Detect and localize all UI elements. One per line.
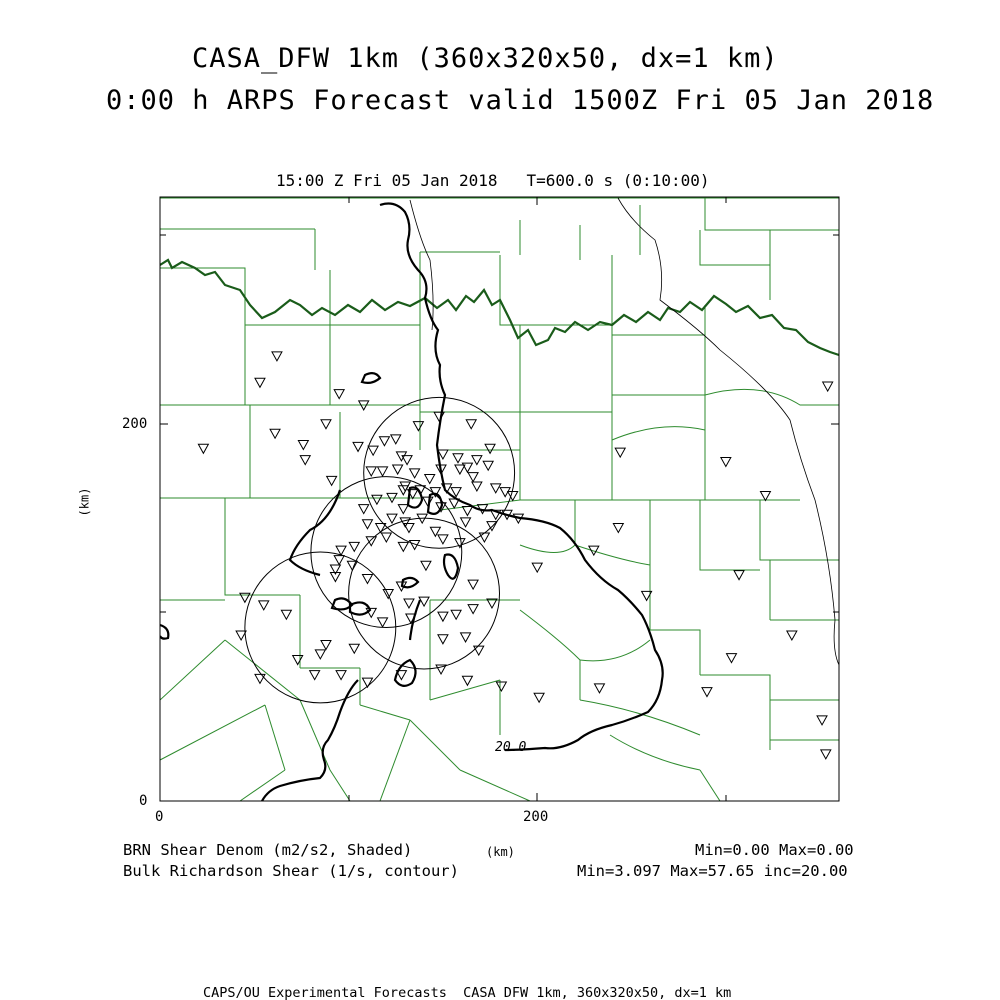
station-marker [734,571,744,580]
station-marker [353,442,363,451]
station-marker [272,352,282,361]
station-marker [817,716,827,725]
x-tick-200: 200 [523,809,549,825]
station-marker [462,507,472,516]
station-marker [455,465,465,474]
station-marker [421,561,431,570]
station-marker [366,537,376,546]
x-axis-unit: (km) [486,845,515,859]
station-marker [362,520,372,529]
shaded-field-label: BRN Shear Denom (m2/s2, Shaded) [123,841,413,859]
station-marker [387,514,397,523]
station-marker [613,524,623,533]
station-marker [532,563,542,572]
station-marker [396,452,406,461]
station-marker [378,467,388,476]
station-marker [615,448,625,457]
x-tick-0: 0 [155,809,164,825]
map-subtitle: 15:00 Z Fri 05 Jan 2018 T=600.0 s (0:10:00) [276,171,710,190]
station-marker [398,542,408,551]
station-marker [334,556,344,565]
station-marker [425,474,435,483]
y-tick-0: 0 [139,793,148,809]
station-marker [404,524,414,533]
station-marker [787,631,797,640]
station-marker [472,482,482,491]
station-marker [327,476,337,485]
station-marker [315,650,325,659]
footer-credit: CAPS/OU Experimental Forecasts CASA DFW 1km, 360x320x50, dx=1 km [203,985,732,1000]
station-marker [438,612,448,621]
radar-ring [364,397,515,548]
station-marker [410,469,420,478]
station-marker [198,444,208,453]
station-marker [468,580,478,589]
station-marker [362,574,372,583]
station-marker [468,473,478,482]
station-marker [379,437,389,446]
station-marker [474,646,484,655]
station-marker [472,456,482,465]
title-line-1: CASA_DFW 1km (360x320x50, dx=1 km) [192,43,779,74]
station-marker [496,682,506,691]
station-marker [321,420,331,429]
brn-shear-contour [160,204,663,801]
station-marker [349,542,359,551]
station-marker [466,420,476,429]
station-marker [300,456,310,465]
station-marker [413,422,423,431]
station-marker [726,654,736,663]
station-marker [366,467,376,476]
station-marker [398,505,408,514]
contour-field-stats: Min=3.097 Max=57.65 inc=20.00 [577,862,848,880]
station-marker [378,618,388,627]
station-marker [404,599,414,608]
station-marker [461,633,471,642]
shaded-field-stats: Min=0.00 Max=0.00 [695,841,854,859]
station-marker [381,533,391,542]
station-marker [298,441,308,450]
station-marker [259,601,269,610]
contour-field-label: Bulk Richardson Shear (1/s, contour) [123,862,459,880]
station-marker [438,535,448,544]
station-marker [453,454,463,463]
station-marker [293,656,303,665]
station-marker [483,461,493,470]
y-tick-200: 200 [122,416,148,432]
station-marker [721,458,731,467]
station-marker [438,635,448,644]
contour-label: 20.0 [495,740,527,755]
station-marker [823,382,833,391]
station-marker [534,693,544,702]
station-marker [270,429,280,438]
station-marker [255,378,265,387]
station-marker [372,495,382,504]
station-marker [368,446,378,455]
station-marker [594,684,604,693]
station-marker [462,676,472,685]
station-marker [310,671,320,680]
title-line-2: 0:00 h ARPS Forecast valid 1500Z Fri 05 Jan 2018 [106,85,935,116]
map-layers [160,198,839,801]
station-marker [334,390,344,399]
station-marker [491,484,501,493]
station-marker [349,644,359,653]
station-marker [479,533,489,542]
station-marker [391,435,401,444]
station-marker [508,491,518,500]
station-marker [461,518,471,527]
station-marker [336,671,346,680]
station-marker [281,610,291,619]
station-marker [485,444,495,453]
radar-ring [245,552,396,703]
station-marker [255,674,265,683]
station-marker [451,610,461,619]
station-marker [321,640,331,649]
station-marker [468,605,478,614]
station-marker [702,688,712,697]
station-marker [359,505,369,514]
station-marker [393,465,403,474]
station-marker [760,491,770,500]
county-boundaries [160,198,839,801]
y-axis-unit: (km) [77,487,92,517]
station-marker [821,750,831,759]
radar-range-rings [245,397,515,703]
